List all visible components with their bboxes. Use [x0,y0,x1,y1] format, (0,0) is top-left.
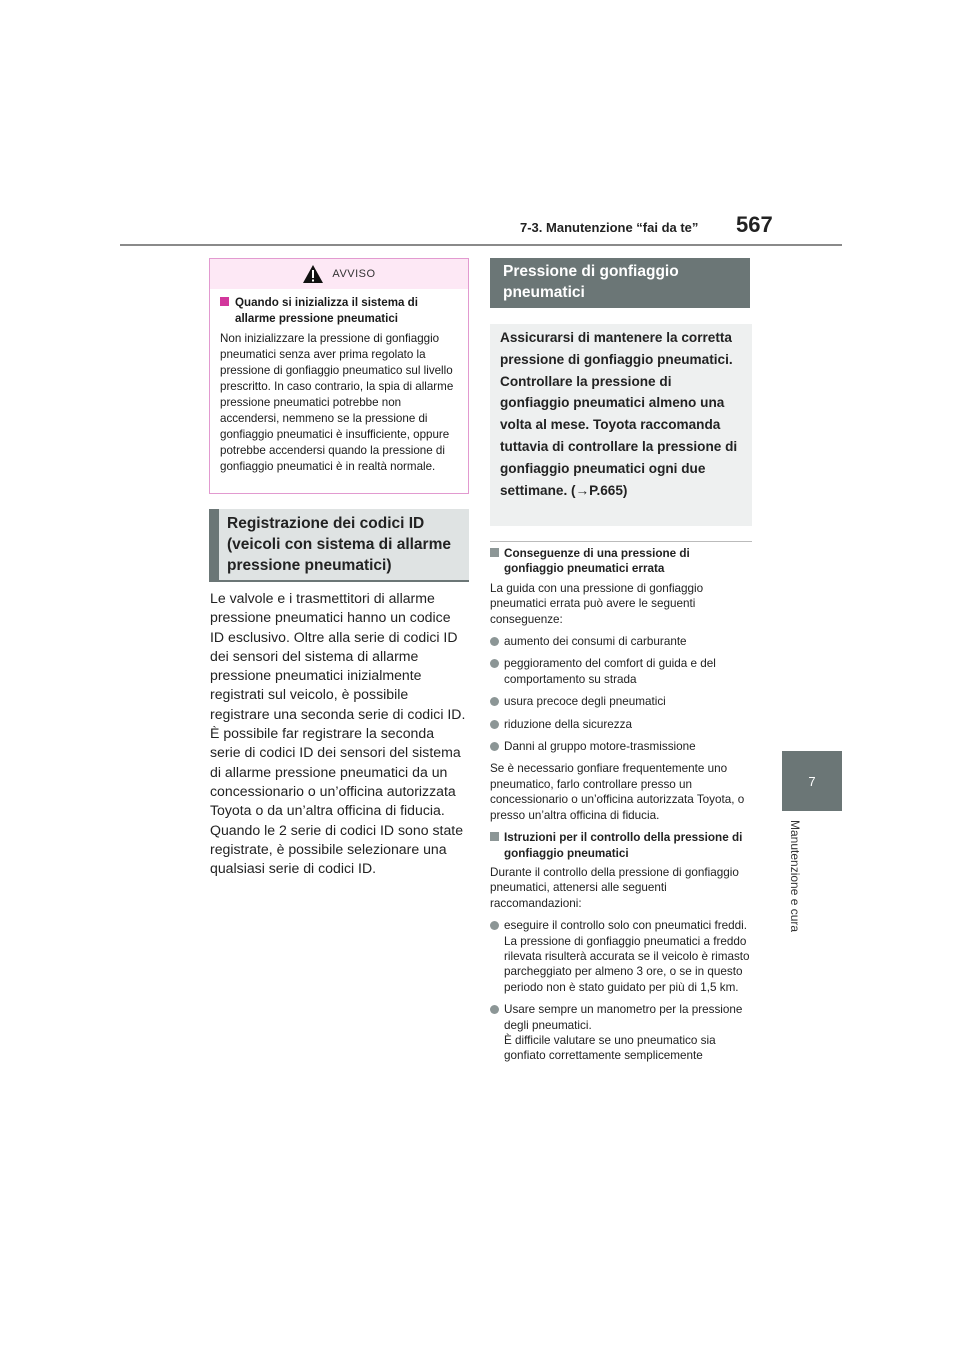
registration-heading-text: Registrazione dei codici ID (veicoli con sistema di allarme pressione pneumatici) [227,515,451,574]
consequences-note: Se è necessario gonfiare frequentemente uno pneumatico, farlo controllare presso un concessionario o un’officina autorizzata Toyota, o presso un’altra officina di fiducia. [490,762,745,822]
list-item: usura precoce degli pneumatici [490,694,752,709]
consequences-title: Conseguenze di una pressione di gonfiaggio pneumatici errata [490,546,752,577]
page-number: 567 [736,212,773,237]
bullet-dot-icon [490,720,499,729]
registration-body: Le valvole e i trasmettitori di allarme pressione pneumatici hanno un codice ID esclusivo. Oltre alla serie di codici ID dei sensori del sistema di allarme pressione pneumatici inizialmente registrati sul veicolo, è possibile registrare una seconda serie di codici ID. È possibile far registrare la seconda serie di codici ID dei sensori del sistema di allarme pressione pneumatici da un concessionario o un’officina autorizzata Toyota o da un’altra officina di fiducia. Quando le 2 serie di codici ID sono state registrate, è possibile selezionare una qualsiasi serie di codici ID. [210,590,466,877]
chapter-title [788,820,802,970]
list-item: aumento dei consumi di carburante [490,634,752,649]
consequences-intro: La guida con una pressione di gonfiaggio pneumatici errata può avere le seguenti conseguenze: [490,581,704,626]
bullet-dot-icon [490,697,499,706]
list-item: eseguire il controllo solo con pneumatici freddi. La pressione di gonfiaggio pneumatici a freddo rilevata risulterà accurata se il veicolo è rimasto parcheggiato per almeno 3 ore, o se in questo periodo non è stato guidato per più di 1,5 km. [490,918,752,995]
bullet-dot-icon [490,921,499,930]
chapter-title-text: Manutenzione e cura [788,820,802,933]
instructions-title: Istruzioni per il controllo della pressione di gonfiaggio pneumatici [490,830,752,861]
registration-heading [209,509,469,581]
list-item: peggioramento del comfort di guida e del comportamento su strada [490,656,752,687]
pressure-intro: Assicurarsi di mantenere la corretta pressione di gonfiaggio pneumatici. Controllare la pressione di gonfiaggio pneumatici almeno una volta al mese. Toyota raccomanda tuttavia di controllare la pressione di gonfiaggio pneumatici ogni due settimane. (→P.665) [490,324,752,526]
pressure-details [490,546,752,1071]
warning-box [209,258,469,494]
warning-text: Non inizializzare la pressione di gonfiaggio pneumatici senza aver prima regolato la pressione di gonfiaggio pneumatico sul livello prescritto. In caso contrario, la spia di allarme pressione pneumatici potrebbe non accendersi, nemmeno se la pressione di gonfiaggio pneumatici è insufficiente, oppure potrebbe accendersi quando la pressione di gonfiaggio pneumatici è in realtà normale. [220,332,454,473]
bullet-dot-icon [490,1005,499,1014]
warning-triangle-icon [302,264,324,284]
pressure-divider [490,541,752,542]
pressure-heading: Pressione di gonfiaggio pneumatici [490,258,750,308]
header-rule [120,244,842,246]
instructions-intro: Durante il controllo della pressione di gonfiaggio pneumatici, attenersi alle seguenti raccomandazioni: [490,865,739,910]
warning-subhead: Quando si inizializza il sistema di allarme pressione pneumatici [220,295,458,327]
warning-header [210,259,468,289]
list-item: riduzione della sicurezza [490,717,752,732]
square-bullet-icon [220,297,229,306]
bullet-dot-icon [490,659,499,668]
chapter-tab [782,751,842,811]
warning-label: AVVISO [332,268,376,280]
bullet-dot-icon [490,637,499,646]
square-bullet-icon [490,548,499,557]
registration-heading-rule [209,580,469,582]
list-item: Usare sempre un manometro per la pressione degli pneumatici. È difficile valutare se uno pneumatico sia gonfiato correttamente semplicemente [490,1002,752,1064]
square-bullet-icon [490,832,499,841]
section-label: 7-3. Manutenzione “fai da te” [520,220,699,235]
warning-body [210,289,468,475]
chapter-number: 7 [808,773,816,789]
bullet-dot-icon [490,742,499,751]
list-item: Danni al gruppo motore-trasmissione [490,739,752,754]
